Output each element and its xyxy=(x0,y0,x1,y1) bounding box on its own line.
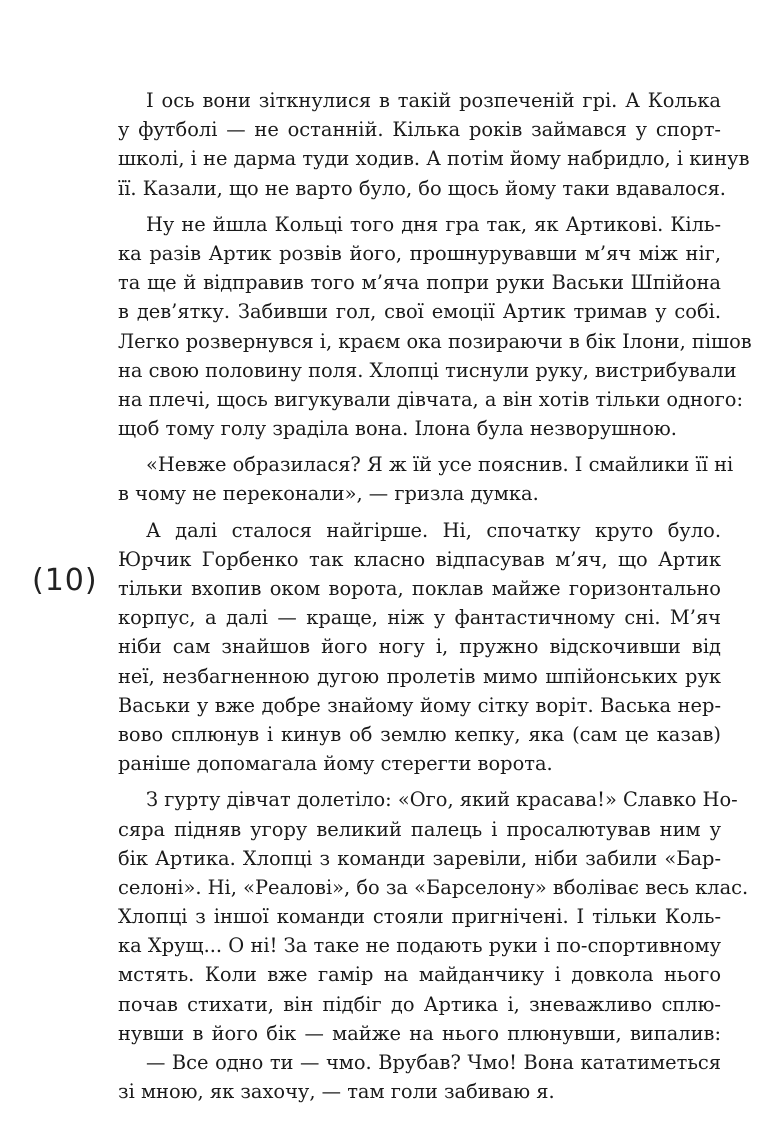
text-line: на плечі, щось вигукували дівчата, а він хотів тільки одного: xyxy=(118,387,744,411)
text-line: Ну не йшла Кольці того дня гра так, як Артикові. Кіль- xyxy=(146,212,721,236)
text-line: та ще й відправив того м’яча попри руки Васьки Шпійона xyxy=(118,271,721,295)
text-line: селоні». Ні, «Реалові», бо за «Барселону» вболіває весь клас. xyxy=(118,875,749,899)
text-line: в чому не переконали», — гризла думка. xyxy=(118,482,539,506)
text-line: щоб тому голу зраділа вона. Ілона була незворушною. xyxy=(118,417,677,441)
text-line: корпус, а далі — краще, ніж у фантастичному сні. М’яч xyxy=(118,606,721,630)
text-line: раніше допомагала йому стерегти ворота. xyxy=(118,752,553,776)
text-body xyxy=(118,86,752,1106)
text-line: сяра підняв угору великий палець і просалютував ним у xyxy=(118,817,721,841)
text-line: ка Хрущ... О ні! За таке не подають руки і по-спортивному xyxy=(118,934,721,958)
text-line: бік Артика. Хлопці з команди заревіли, ніби забили «Бар- xyxy=(118,846,721,870)
text-line: її. Казали, що не варто було, бо щось йому таки вдавалося. xyxy=(118,176,726,200)
margin-note: (10) xyxy=(32,563,98,598)
text-line: З гурту дівчат долетіло: «Ого, який красава!» Славко Но- xyxy=(146,788,738,812)
text-line: тільки вхопив оком ворота, поклав майже горизонтально xyxy=(118,577,721,600)
text-line: вово сплюнув і кинув об землю кепку, яка (сам це казав) xyxy=(118,722,721,746)
text-line: Хлопці з іншої команди стояли пригнічені. І тільки Коль- xyxy=(118,905,721,929)
text-line: у футболі — не останній. Кілька років займався у спорт- xyxy=(118,118,721,142)
text-line: нувши в його бік — майже на нього плюнувши, випалив: xyxy=(118,1021,721,1045)
text-line: Легко розвернувся і, краєм ока позираючи в бік Ілони, пішов xyxy=(118,329,752,353)
text-line: Васьки у вже добре знайому йому сітку воріт. Васька нер- xyxy=(118,693,721,717)
text-line: в дев’ятку. Забивши гол, свої емоції Артик тримав у собі. xyxy=(118,300,721,324)
text-line: зі мною, як захочу, — там голи забиваю я. xyxy=(118,1080,555,1104)
text-line: «Невже образилася? Я ж їй усе пояснив. І смайлики її ні xyxy=(146,453,734,477)
text-line: — Все одно ти — чмо. Врубав? Чмо! Вона кататиметься xyxy=(146,1051,721,1074)
text-line: мстять. Коли вже гамір на майданчику і довкола нього xyxy=(118,963,721,987)
text-line: ніби сам знайшов його ногу і, пружно відскочивши від xyxy=(118,635,721,659)
text-line: неї, незбагненною дугою пролетів мимо шпійонських рук xyxy=(118,664,721,688)
text-line: почав стихати, він підбіг до Артика і, зневажливо сплю- xyxy=(118,992,721,1016)
text-line: на свою половину поля. Хлопці тиснули руку, вистрибували xyxy=(118,358,737,382)
text-line: І ось вони зіткнулися в такій розпеченій грі. А Колька xyxy=(146,89,721,112)
text-line: А далі сталося найгірше. Ні, спочатку круто було. xyxy=(146,518,721,542)
text-line: ка разів Артик розвів його, прошнурувавши м’яч між ніг, xyxy=(118,241,721,265)
text-line: Юрчик Горбенко так класно відпасував м’яч, що Артик xyxy=(118,547,721,571)
text-line: школі, і не дарма туди ходив. А потім йому набридло, і кинув xyxy=(118,147,750,171)
